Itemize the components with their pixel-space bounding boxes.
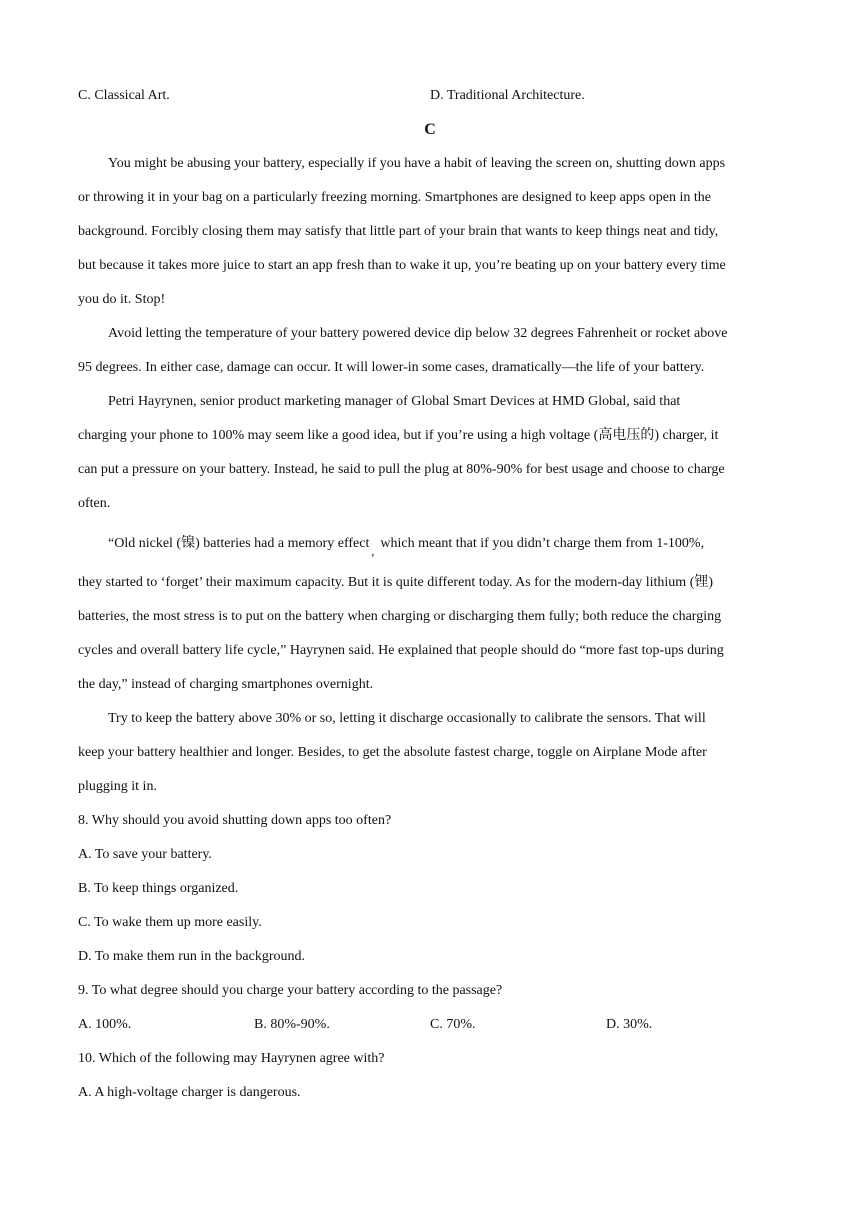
text-line: or throwing it in your bag on a particularly freezing morning. Smartphones are designed to keep apps open in the bbox=[78, 190, 711, 205]
answer-option: D. 30%. bbox=[606, 1017, 653, 1032]
question-stem: 10. Which of the following may Hayrynen agree with? bbox=[78, 1051, 385, 1066]
text-line: you do it. Stop! bbox=[78, 292, 166, 307]
text-line: batteries, the most stress is to put on the battery when charging or discharging them fully; both reduce the charging bbox=[78, 609, 722, 624]
text-line: they started to ‘forget’ their maximum capacity. But it is quite different today. As for the modern-day lithium (锂) bbox=[78, 575, 714, 590]
option-c: C. Classical Art. bbox=[78, 88, 170, 103]
answer-option: A. 100%. bbox=[78, 1017, 132, 1032]
text-line: but because it takes more juice to start an app fresh than to wake it up, you’re beating up on your battery every time bbox=[78, 258, 726, 273]
text-fragment: , bbox=[371, 544, 375, 558]
text-line: Petri Hayrynen, senior product marketing manager of Global Smart Devices at HMD Global, said that bbox=[108, 394, 681, 409]
text-line: background. Forcibly closing them may satisfy that little part of your brain that wants to keep things neat and tidy, bbox=[78, 224, 719, 239]
text-line: can put a pressure on your battery. Instead, he said to pull the plug at 80%-90% for best usage and choose to charge bbox=[78, 462, 725, 477]
text-line: charging your phone to 100% may seem like a good idea, but if you’re using a high voltage (高电压的) charger, it bbox=[78, 428, 719, 443]
answer-option: B. 80%-90%. bbox=[254, 1017, 330, 1032]
paragraph-5 bbox=[78, 707, 782, 809]
section-title: C bbox=[424, 121, 436, 138]
text-line: Try to keep the battery above 30% or so, letting it discharge occasionally to calibrate the sensors. That will bbox=[108, 711, 706, 726]
paragraph-3 bbox=[78, 390, 782, 526]
answer-option: A. A high-voltage charger is dangerous. bbox=[78, 1085, 301, 1100]
option-d: D. Traditional Architecture. bbox=[430, 88, 585, 103]
text-line: You might be abusing your battery, especially if you have a habit of leaving the screen on, shutting down apps bbox=[108, 156, 726, 171]
paragraph-1 bbox=[78, 152, 782, 322]
text-line: 95 degrees. In either case, damage can occur. It will lower-in some cases, dramatically—the life of your battery. bbox=[78, 360, 705, 375]
question-9 bbox=[78, 979, 782, 1047]
question-stem: 9. To what degree should you charge your battery according to the passage? bbox=[78, 983, 503, 998]
text-line: cycles and overall battery life cycle,” Hayrynen said. He explained that people should do “more fast top-ups during bbox=[78, 643, 724, 658]
text-fragment: “Old nickel (镍) batteries had a memory effect bbox=[108, 536, 370, 551]
previous-question-options bbox=[78, 84, 782, 118]
paragraph-2 bbox=[78, 322, 782, 390]
paragraph-4 bbox=[78, 526, 782, 707]
text-line: the day,” instead of charging smartphones overnight. bbox=[78, 677, 374, 692]
text-line bbox=[78, 526, 782, 571]
text-fragment: which meant that if you didn’t charge them from 1-100%, bbox=[380, 536, 705, 551]
answer-option: B. To keep things organized. bbox=[78, 881, 239, 896]
document-page bbox=[78, 84, 782, 1115]
question-10 bbox=[78, 1047, 782, 1115]
question-stem: 8. Why should you avoid shutting down apps too often? bbox=[78, 813, 392, 828]
answer-options-row bbox=[78, 1013, 782, 1047]
answer-option: C. 70%. bbox=[430, 1017, 476, 1032]
text-line: plugging it in. bbox=[78, 779, 157, 794]
answer-option: A. To save your battery. bbox=[78, 847, 212, 862]
text-line: often. bbox=[78, 496, 111, 511]
answer-option: D. To make them run in the background. bbox=[78, 949, 305, 964]
answer-option: C. To wake them up more easily. bbox=[78, 915, 262, 930]
question-8 bbox=[78, 809, 782, 979]
text-line: keep your battery healthier and longer. Besides, to get the absolute fastest charge, toggle on Airplane Mode after bbox=[78, 745, 707, 760]
text-line: Avoid letting the temperature of your battery powered device dip below 32 degrees Fahrenheit or rocket above bbox=[108, 326, 728, 341]
